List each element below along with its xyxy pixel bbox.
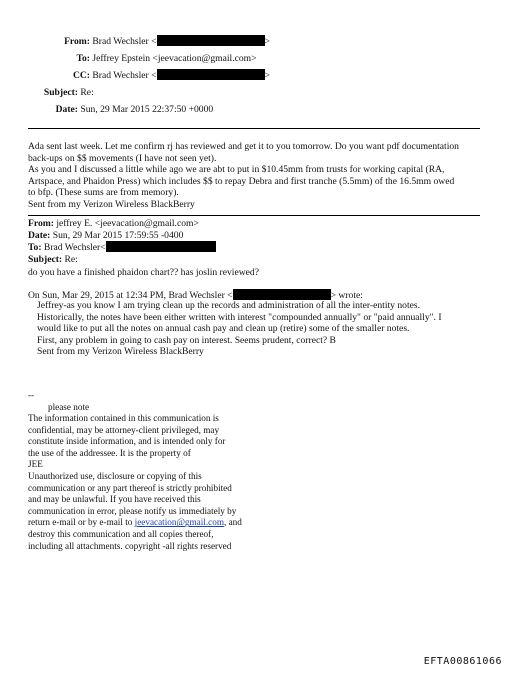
- disclaimer: [28, 413, 242, 552]
- return-suffix: , and: [223, 517, 242, 528]
- signature-dashes: --: [28, 390, 35, 400]
- disclaimer-line: confidential, may be attorney-client privileged, may: [28, 424, 220, 435]
- quoted-date-value: Sun, 29 Mar 2015 17:59:55 -0400: [52, 229, 184, 241]
- header-from-close: >: [264, 36, 270, 47]
- quoted-date: [28, 230, 216, 242]
- quoted-to-value: Brad Wechsler<: [43, 242, 106, 254]
- disclaimer-line: Unauthorized use, disclosure or copying of this: [28, 470, 202, 481]
- quoted-to-label: To:: [28, 242, 42, 254]
- quoted-to: [28, 241, 216, 254]
- reply-line: Artspace, and Phaidon Press) which includes $$ to repay Debra and first tranche (5.5mm) of the 16.5mm owed: [28, 175, 455, 187]
- header-cc-value: Brad Wechsler <: [92, 70, 157, 81]
- redaction-bar: [157, 35, 265, 46]
- header-subject-label: Subject:: [43, 87, 78, 98]
- header-date: [28, 102, 213, 118]
- reply-body: [28, 141, 459, 211]
- header-cc: [28, 68, 270, 84]
- header-from-value: Brad Wechsler <: [92, 36, 157, 47]
- quoted-body: do you have a finished phaidon chart?? has joslin reviewed?: [28, 267, 259, 278]
- header-from: [28, 34, 270, 50]
- quoted-from: [28, 218, 216, 230]
- disclaimer-line: destroy this communication and all copies thereof,: [28, 528, 214, 539]
- return-prefix: return e-mail or by e-mail to: [28, 517, 135, 528]
- reply-line: back-ups on $$ movements (I have not seen yet).: [28, 152, 217, 164]
- nested-line: Sent from my Verizon Wireless BlackBerry: [37, 346, 204, 358]
- reply-line: to bfp. (These sums are from memory).: [28, 187, 179, 199]
- header-cc-label: CC:: [72, 70, 90, 81]
- signature-note: please note: [48, 402, 90, 412]
- disclaimer-line: communication or any part thereof is strictly prohibited: [28, 482, 232, 493]
- header-from-label: From:: [64, 36, 90, 47]
- disclaimer-line: communication in error, please notify us immediately by: [28, 505, 237, 516]
- header-divider: [28, 128, 480, 129]
- quote-divider: [28, 215, 480, 216]
- header-to: [28, 51, 257, 67]
- redaction-bar: [233, 289, 331, 300]
- nested-line: Historically, the notes have been either written with interest "compounded annually" or "paid annually". I: [37, 311, 442, 323]
- nested-line: would like to put all the notes on annual cash pay and clean up (retire) some of the smaller notes.: [37, 323, 410, 335]
- nested-body: [37, 300, 442, 358]
- disclaimer-line: and may be unlawful. If you have received this: [28, 494, 201, 505]
- quoted-subject-value: Re:: [64, 253, 78, 265]
- header-subject-value: Re:: [80, 87, 94, 98]
- quoted-date-label: Date:: [28, 229, 51, 241]
- disclaimer-line: the use of the addressee. It is the property of: [28, 447, 191, 458]
- email-link[interactable]: jeevacation@gmail.com: [134, 517, 224, 528]
- nested-line: First, any problem in going to cash pay on interest. Seems prudent, correct? B: [37, 334, 336, 346]
- header-cc-close: >: [264, 70, 270, 81]
- nested-intro-suffix: > wrote:: [330, 290, 363, 301]
- quoted-subject-label: Subject:: [28, 253, 63, 265]
- header-date-value: Sun, 29 Mar 2015 22:37:50 +0000: [80, 104, 214, 115]
- redaction-bar: [157, 69, 265, 80]
- reply-line: Sent from my Verizon Wireless BlackBerry: [28, 198, 195, 210]
- redaction-bar: [106, 241, 216, 252]
- disclaimer-line: including all attachments. copyright -all rights reserved: [28, 540, 232, 551]
- disclaimer-line: constitute inside information, and is intended only for: [28, 436, 226, 447]
- quoted-from-label: From:: [28, 218, 54, 229]
- quoted-subject: [28, 254, 216, 266]
- disclaimer-line: JEE: [28, 459, 43, 470]
- disclaimer-return-line: [28, 517, 242, 529]
- document-id: EFTA00861066: [423, 656, 502, 667]
- header-to-value: Jeffrey Epstein <jeevacation@gmail.com>: [92, 53, 257, 64]
- reply-line: Ada sent last week. Let me confirm rj has reviewed and get it to you tomorrow. Do you want pdf documentation: [28, 141, 459, 152]
- header-subject: [28, 85, 94, 101]
- header-date-label: Date:: [55, 104, 78, 115]
- nested-line: Jeffrey-as you know I am trying clean up the records and administration of all the inter-entity notes.: [37, 300, 421, 311]
- quoted-from-value: jeffrey E. <jeevacation@gmail.com>: [56, 218, 199, 229]
- header-to-label: To:: [76, 53, 90, 64]
- quoted-header: [28, 218, 216, 265]
- reply-line: As you and I discussed a little while ago we are abt to put in $10.45mm from trusts for working capital (RA,: [28, 164, 445, 176]
- nested-intro-prefix: On Sun, Mar 29, 2015 at 12:34 PM, Brad Wechsler <: [28, 290, 233, 301]
- disclaimer-line: The information contained in this communication is: [28, 413, 219, 423]
